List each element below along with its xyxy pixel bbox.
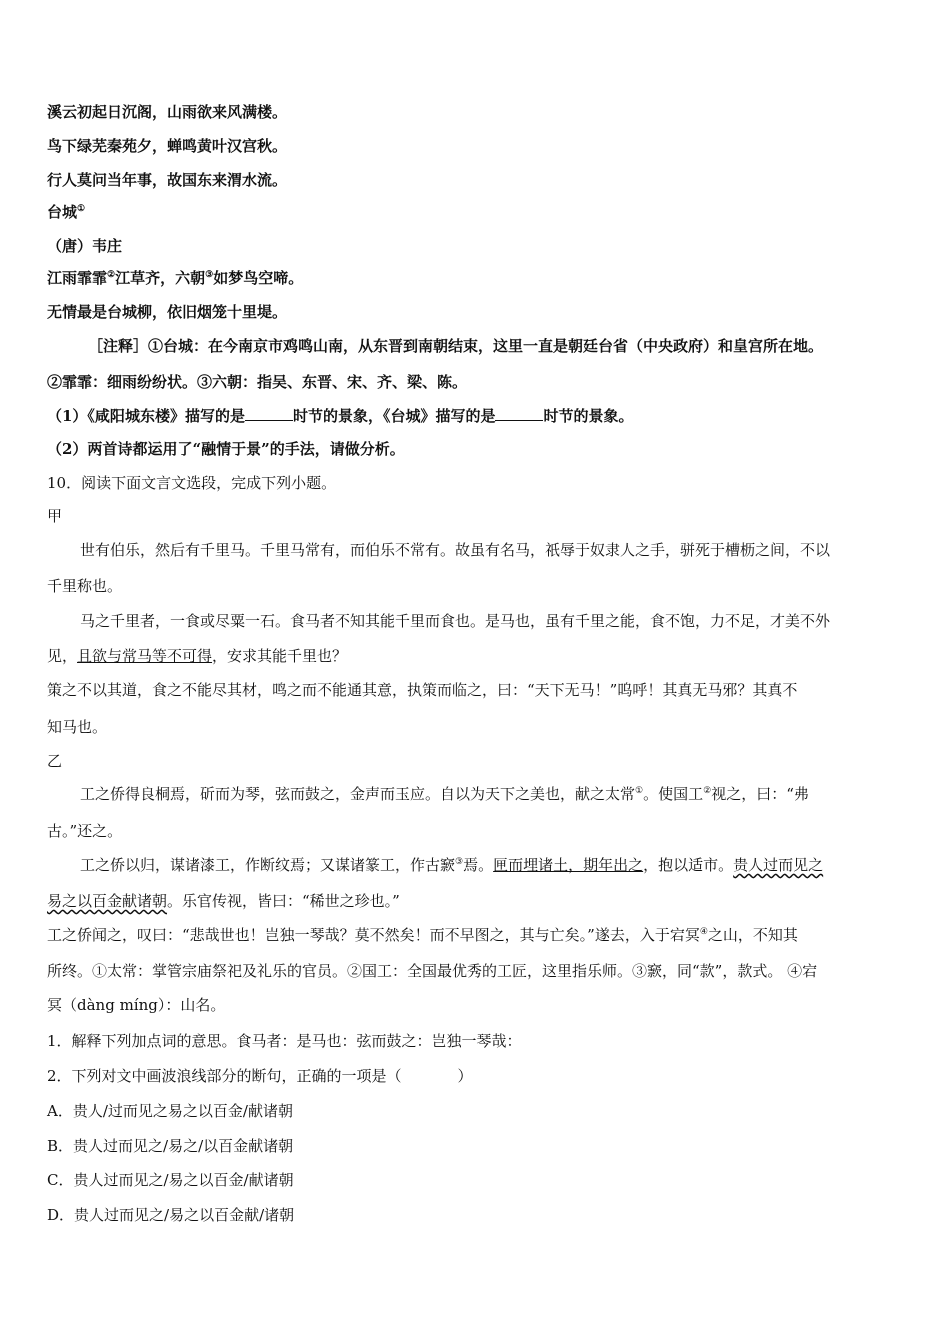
notes-line2: ②霏霏：细雨纷纷状。③六朝：指吴、东晋、宋、齐、梁、陈。 <box>47 373 468 391</box>
poem2-note-marker-2: ② <box>107 270 116 280</box>
yi-p3-line1 <box>47 925 798 945</box>
notes-line1: ［注释］①台城：在今南京市鸡鸣山南，从东晋到南朝结束，这里一直是朝廷台省（中央政府）和皇宫所在地。 <box>88 337 824 355</box>
jia-p2-line1: 马之千里者，一食或尽粟一石。食马者不知其能千里而食也。是马也，虽有千里之能，食不饱，力不足，才美不外 <box>80 612 831 630</box>
yi-p1-line1-part-a: 工之侨得良桐焉，斫而为琴，弦而鼓之，金声而玉应。自以为天下之美也，献之太常 <box>80 785 636 803</box>
q10-intro: 10．阅读下面文言文选段，完成下列小题。 <box>47 474 337 492</box>
q9-subquestion-1 <box>47 406 633 426</box>
option-c[interactable]: C．贵人过而见之/易之以百金/献诸朝 <box>47 1171 294 1189</box>
subquestion-2 <box>47 1066 473 1086</box>
yi-note-marker-3: ③ <box>455 857 464 867</box>
yi-p1-line1-part-b: 。使国工 <box>643 785 704 803</box>
yi-note-marker-2: ② <box>703 786 712 796</box>
yi-underlined-sentence: 匣而埋诸土，期年出之 <box>493 856 644 874</box>
jia-underlined-sentence: 且欲与常马等不可得 <box>77 647 213 665</box>
q9-sub1-text-c: 时节的景象。 <box>543 407 634 425</box>
yi-wavy-sentence-part1: 贵人过而见之 <box>733 856 824 874</box>
poem2-line1-part-b: 江草齐，六朝 <box>115 269 206 287</box>
poem2-line1 <box>47 268 303 288</box>
answer-blank-2[interactable] <box>495 406 543 421</box>
jia-p3-line1: 策之不以其道，食之不能尽其材，鸣之而不能通其意，执策而临之，曰：“天下无马！”呜呼！其真无马邪？其真不 <box>47 681 798 699</box>
yi-p3-line3: 冥（dàng míng）：山名。 <box>47 996 226 1014</box>
yi-p3-line1-part-b: 之山，不知其 <box>707 926 798 944</box>
jia-p2-line2-start: 见， <box>47 647 78 665</box>
poem2-title-note: ① <box>77 204 86 214</box>
poem2-note-marker-3: ③ <box>205 270 214 280</box>
yi-p2-line2-end: 。乐官传视，皆曰：“稀世之珍也。” <box>167 892 400 910</box>
subquestion-2-close-paren: ） <box>457 1067 473 1085</box>
subquestion-1: 1．解释下列加点词的意思。食马者：是马也：弦而鼓之：岂独一琴哉： <box>47 1032 522 1050</box>
yi-p1-line1-part-c: 视之，曰：“弗 <box>711 785 809 803</box>
yi-p1-line1 <box>80 784 809 804</box>
jia-p2-line2-end: ，安求其能千里也？ <box>212 647 348 665</box>
poem2-title-text: 台城 <box>47 203 78 221</box>
jia-p1-line1: 世有伯乐，然后有千里马。千里马常有，而伯乐不常有。故虽有名马，祇辱于奴隶人之手，骈死于槽枥之间，不以 <box>80 541 831 559</box>
yi-note-marker-1: ① <box>635 786 644 796</box>
yi-label: 乙 <box>47 752 63 770</box>
jia-p2-line2 <box>47 646 347 666</box>
yi-p2-line1-part-a: 工之侨以归，谋诸漆工，作断纹焉；又谋诸篆工，作古窾 <box>80 856 456 874</box>
jia-label: 甲 <box>47 507 63 525</box>
jia-p1-line2: 千里称也。 <box>47 577 123 595</box>
yi-p2-line1-part-b: 焉。 <box>463 856 494 874</box>
poem2-author: （唐）韦庄 <box>47 237 123 255</box>
yi-p2-line1-part-c: ，抱以适市。 <box>643 856 734 874</box>
poem2-line1-part-c: 如梦鸟空啼。 <box>213 269 304 287</box>
option-d[interactable]: D．贵人过而见之/易之以百金献/诸朝 <box>47 1206 295 1224</box>
poem2-title <box>47 202 85 222</box>
poem2-line2: 无情最是台城柳，依旧烟笼十里堤。 <box>47 303 288 321</box>
yi-p3-line1-part-a: 工之侨闻之，叹曰：“悲哉世也！岂独一琴哉？莫不然矣！而不早图之，其与亡矣。”遂去，入于宕冥 <box>47 926 700 944</box>
q9-sub1-text-a: （1）《咸阳城东楼》描写的是 <box>47 407 245 425</box>
yi-p2-line1 <box>80 855 823 875</box>
poem1-line1: 溪云初起日沉阁，山雨欲来风满楼。 <box>47 103 288 121</box>
yi-p1-line2: 古。”还之。 <box>47 822 123 840</box>
option-a[interactable]: A．贵人/过而见之易之以百金/献诸朝 <box>47 1102 293 1120</box>
poem1-line2: 鸟下绿芜秦苑夕，蝉鸣黄叶汉宫秋。 <box>47 137 288 155</box>
q9-subquestion-2: （2）两首诗都运用了“融情于景”的手法，请做分析。 <box>47 440 405 458</box>
option-b[interactable]: B．贵人过而见之/易之/以百金献诸朝 <box>47 1137 294 1155</box>
q9-sub1-text-b: 时节的景象，《台城》描写的是 <box>292 407 496 425</box>
yi-p3-line2: 所终。①太常：掌管宗庙祭祀及礼乐的官员。②国工：全国最优秀的工匠，这里指乐师。③窾，同“款”，款式。 ④宕 <box>47 962 818 980</box>
yi-wavy-sentence-part2: 易之以百金献诸朝 <box>47 892 168 910</box>
answer-blank-1[interactable] <box>245 406 293 421</box>
yi-note-marker-4: ④ <box>699 927 708 937</box>
poem1-line3: 行人莫问当年事，故国东来渭水流。 <box>47 171 288 189</box>
subquestion-2-text: 2．下列对文中画波浪线部分的断句，正确的一项是（ <box>47 1067 402 1085</box>
poem2-line1-part-a: 江雨霏霏 <box>47 269 108 287</box>
yi-p2-line2 <box>47 891 400 911</box>
jia-p3-line2: 知马也。 <box>47 718 108 736</box>
